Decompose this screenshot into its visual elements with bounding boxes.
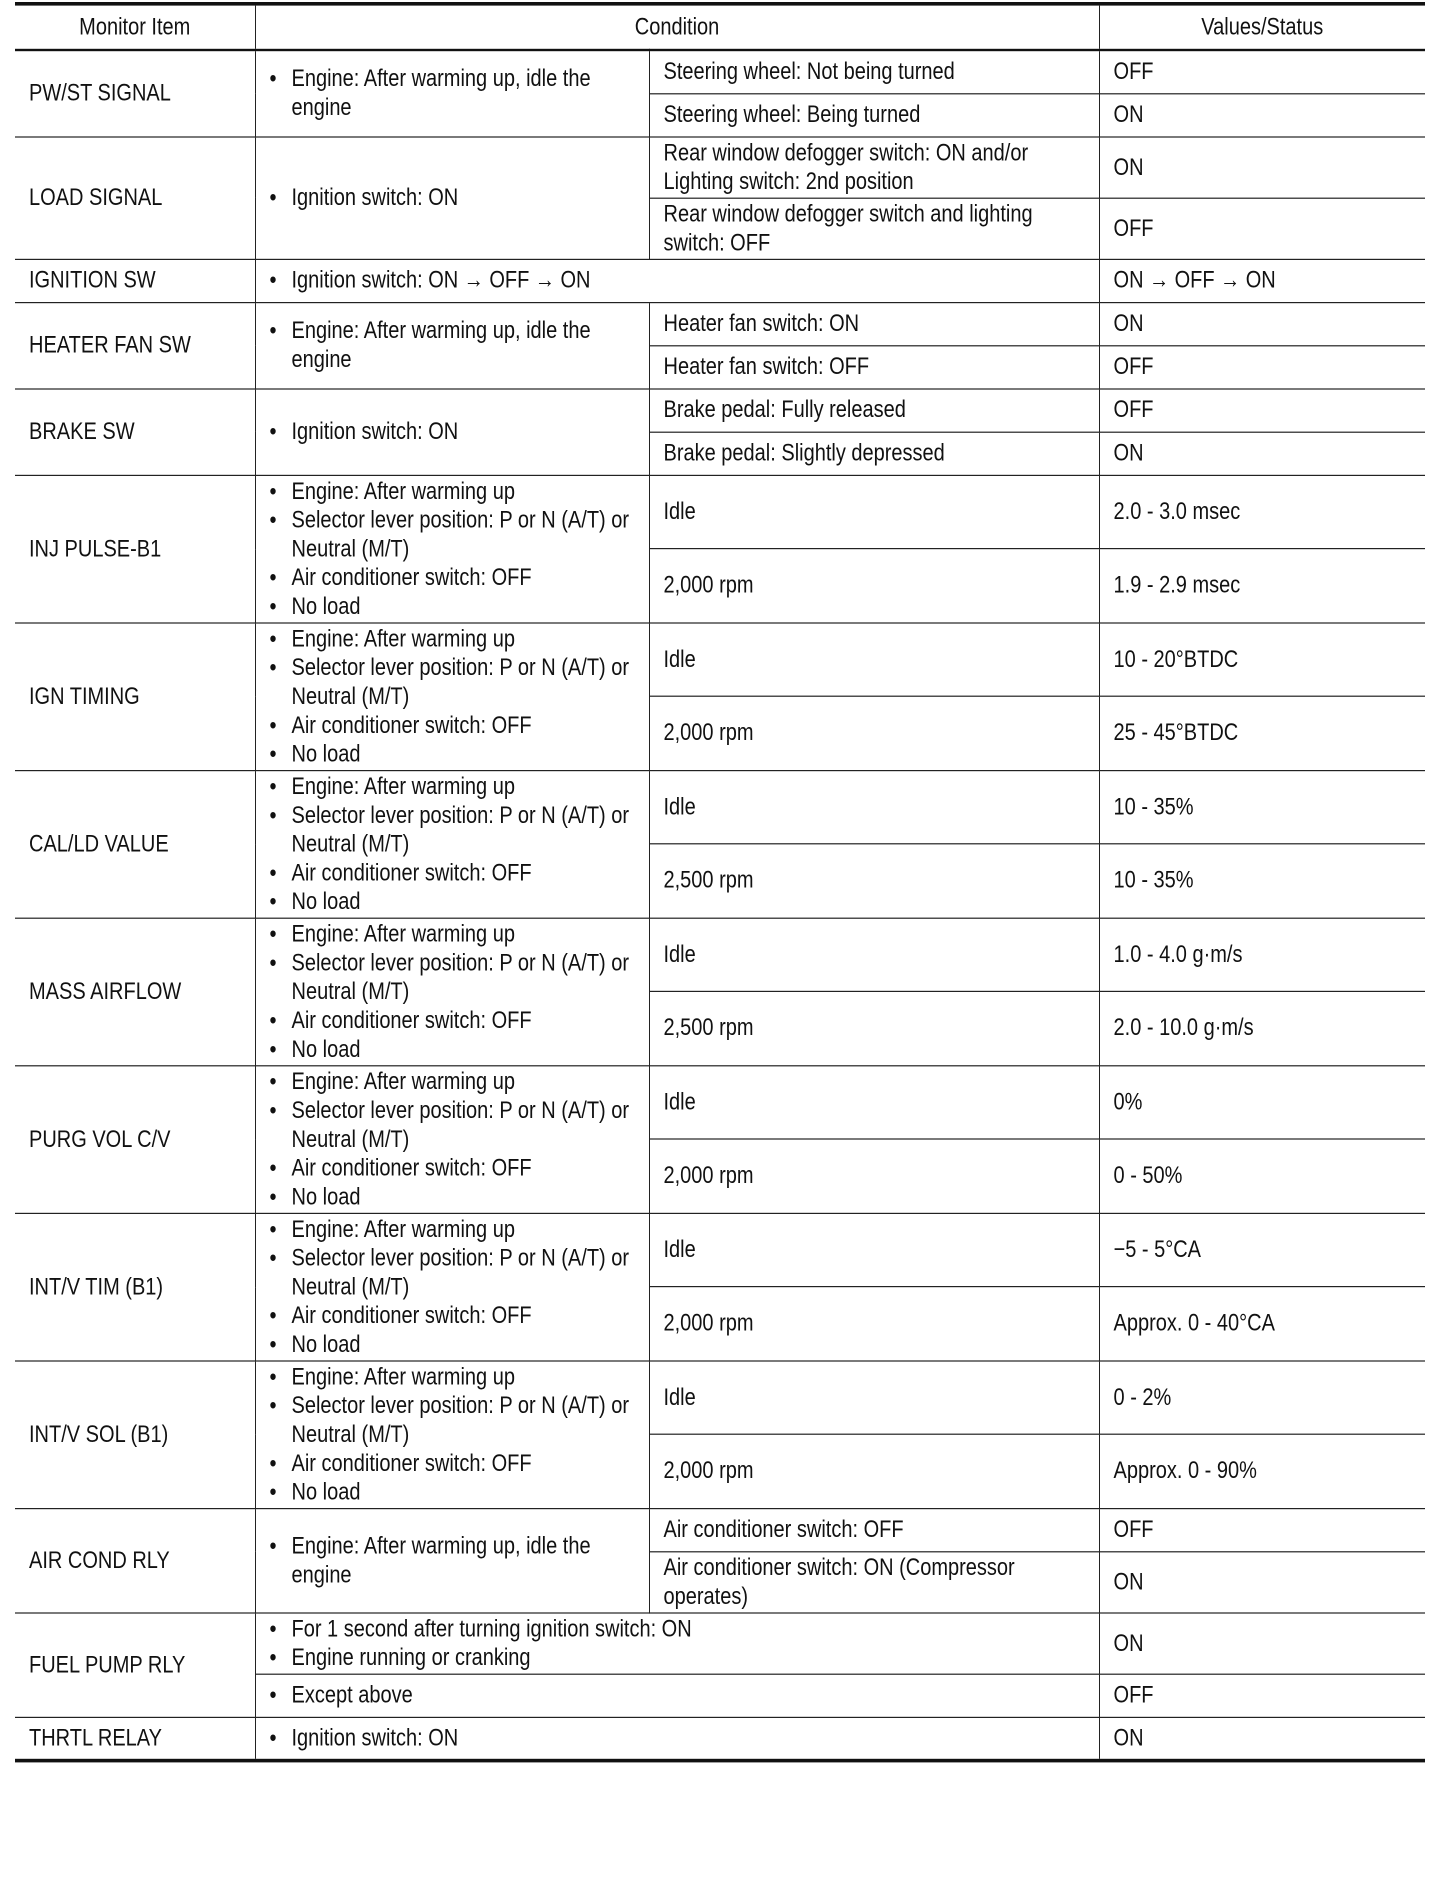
table-row <box>15 1065 1425 1139</box>
condition-bullet-list <box>270 183 635 212</box>
sub-condition-cell: Idle <box>649 770 1099 844</box>
table-row <box>15 1717 1425 1760</box>
condition-bullet-list <box>270 1067 635 1211</box>
condition-bullet-list <box>270 1215 635 1359</box>
sub-condition-cell: Brake pedal: Slightly depressed <box>649 432 1099 475</box>
header-row <box>15 4 1425 50</box>
monitor-item-cell: CAL/LD VALUE <box>15 770 255 918</box>
condition-bullet: • Selector lever position: P or N (A/T) or Neutral (M/T) <box>270 1243 635 1301</box>
condition-bullet: • Ignition switch: ON <box>270 1723 1085 1752</box>
value-cell: ON <box>1099 1612 1425 1673</box>
condition-bullet-list <box>270 417 635 446</box>
value-cell: 10 - 20°BTDC <box>1099 622 1425 696</box>
condition-bullet: • Selector lever position: P or N (A/T) or Neutral (M/T) <box>270 948 635 1006</box>
condition-cell <box>255 1717 1099 1760</box>
condition-cell <box>255 622 649 770</box>
sub-condition-cell: 2,000 rpm <box>649 696 1099 770</box>
condition-bullet: • Selector lever position: P or N (A/T) or Neutral (M/T) <box>270 1096 635 1154</box>
condition-bullet: • Engine: After warming up, idle the engine <box>270 316 635 374</box>
table-row <box>15 770 1425 844</box>
value-cell: 0% <box>1099 1065 1425 1139</box>
condition-bullet: • Engine: After warming up <box>270 772 635 801</box>
condition-bullet: • Engine: After warming up <box>270 624 635 653</box>
condition-bullet: • Engine: After warming up <box>270 1215 635 1244</box>
monitor-spec-table <box>15 2 1425 1762</box>
sub-condition-cell: Air conditioner switch: OFF <box>649 1508 1099 1551</box>
sub-condition-cell: Heater fan switch: ON <box>649 302 1099 345</box>
condition-bullet-list <box>270 477 635 621</box>
sub-condition-cell: Idle <box>649 475 1099 549</box>
table-header <box>15 4 1425 50</box>
condition-bullet: • Ignition switch: ON <box>270 417 635 446</box>
condition-bullet: • Except above <box>270 1681 1085 1710</box>
condition-cell <box>255 918 649 1066</box>
monitor-item-cell: HEATER FAN SW <box>15 302 255 388</box>
condition-bullet: • Engine: After warming up, idle the engine <box>270 65 635 123</box>
condition-bullet-list <box>270 772 635 916</box>
monitor-item-cell: IGN TIMING <box>15 622 255 770</box>
value-cell: OFF <box>1099 388 1425 431</box>
monitor-item-cell: MASS AIRFLOW <box>15 918 255 1066</box>
table-row <box>15 475 1425 549</box>
condition-bullet: • No load <box>270 1330 635 1359</box>
condition-bullet: • No load <box>270 1477 635 1506</box>
condition-bullet: • No load <box>270 739 635 768</box>
condition-bullet: • No load <box>270 887 635 916</box>
condition-bullet-list <box>270 1681 1085 1710</box>
table-row <box>15 1213 1425 1287</box>
condition-cell <box>255 136 649 258</box>
condition-bullet: • Ignition switch: ON → OFF → ON <box>270 266 1085 295</box>
value-cell: ON <box>1099 1717 1425 1760</box>
monitor-item-cell: LOAD SIGNAL <box>15 136 255 258</box>
value-cell: 10 - 35% <box>1099 844 1425 918</box>
value-cell: OFF <box>1099 198 1425 259</box>
sub-condition-cell: Heater fan switch: OFF <box>649 345 1099 388</box>
condition-bullet: • Engine: After warming up <box>270 477 635 506</box>
value-cell: 0 - 50% <box>1099 1139 1425 1213</box>
value-cell: 10 - 35% <box>1099 770 1425 844</box>
condition-bullet: • Engine: After warming up <box>270 1067 635 1096</box>
condition-bullet: • Ignition switch: ON <box>270 183 635 212</box>
condition-bullet-list <box>270 1531 635 1589</box>
monitor-item-cell: PW/ST SIGNAL <box>15 50 255 136</box>
monitor-item-cell: THRTL RELAY <box>15 1717 255 1760</box>
condition-bullet: • Selector lever position: P or N (A/T) or Neutral (M/T) <box>270 505 635 563</box>
condition-bullet-list <box>270 266 1085 295</box>
condition-bullet: • Engine: After warming up <box>270 919 635 948</box>
condition-bullet: • Air conditioner switch: OFF <box>270 858 635 887</box>
condition-bullet: • Air conditioner switch: OFF <box>270 1449 635 1478</box>
sub-condition-cell: Idle <box>649 1360 1099 1434</box>
table-row <box>15 1508 1425 1551</box>
condition-bullet-list <box>270 65 635 123</box>
sub-condition-cell: Steering wheel: Not being turned <box>649 50 1099 93</box>
condition-cell <box>255 770 649 918</box>
monitor-item-cell: INJ PULSE-B1 <box>15 475 255 623</box>
monitor-item-cell: FUEL PUMP RLY <box>15 1612 255 1716</box>
condition-bullet: • Engine: After warming up <box>270 1362 635 1391</box>
sub-condition-cell: Rear window defogger switch and lighting switch: OFF <box>649 198 1099 259</box>
value-cell: OFF <box>1099 50 1425 93</box>
condition-bullet: • Air conditioner switch: OFF <box>270 1301 635 1330</box>
value-cell: Approx. 0 - 40°CA <box>1099 1287 1425 1361</box>
monitor-item-cell: INT/V TIM (B1) <box>15 1213 255 1361</box>
condition-bullet: • Selector lever position: P or N (A/T) or Neutral (M/T) <box>270 801 635 859</box>
sub-condition-cell: 2,000 rpm <box>649 1287 1099 1361</box>
value-cell: OFF <box>1099 1508 1425 1551</box>
condition-bullet: • Air conditioner switch: OFF <box>270 563 635 592</box>
condition-bullet: • Selector lever position: P or N (A/T) or Neutral (M/T) <box>270 1391 635 1449</box>
value-cell: ON → OFF → ON <box>1099 259 1425 302</box>
sub-condition-cell: Brake pedal: Fully released <box>649 388 1099 431</box>
condition-bullet-list <box>270 1614 1085 1672</box>
header-values-status: Values/Status <box>1099 4 1425 50</box>
monitor-item-cell: AIR COND RLY <box>15 1508 255 1612</box>
value-cell: OFF <box>1099 345 1425 388</box>
table-body <box>15 50 1425 1760</box>
condition-cell <box>255 1065 649 1213</box>
value-cell: 2.0 - 10.0 g·m/s <box>1099 991 1425 1065</box>
condition-cell <box>255 1674 1099 1717</box>
value-cell: ON <box>1099 93 1425 136</box>
condition-bullet: • No load <box>270 1035 635 1064</box>
condition-bullet: • No load <box>270 1182 635 1211</box>
sub-condition-cell: Idle <box>649 1065 1099 1139</box>
condition-bullet: • Engine: After warming up, idle the engine <box>270 1531 635 1589</box>
monitor-item-cell: BRAKE SW <box>15 388 255 474</box>
sub-condition-cell: Rear window defogger switch: ON and/or Lighting switch: 2nd position <box>649 136 1099 197</box>
value-cell: −5 - 5°CA <box>1099 1213 1425 1287</box>
condition-bullet: • Air conditioner switch: OFF <box>270 1153 635 1182</box>
sub-condition-cell: 2,500 rpm <box>649 991 1099 1065</box>
sub-condition-cell: Idle <box>649 622 1099 696</box>
value-cell: 1.0 - 4.0 g·m/s <box>1099 918 1425 992</box>
condition-cell <box>255 1360 649 1508</box>
value-cell: 1.9 - 2.9 msec <box>1099 549 1425 623</box>
value-cell: OFF <box>1099 1674 1425 1717</box>
condition-cell <box>255 302 649 388</box>
condition-bullet: • No load <box>270 592 635 621</box>
condition-bullet-list <box>270 1362 635 1506</box>
header-monitor-item: Monitor Item <box>15 4 255 50</box>
condition-cell <box>255 388 649 474</box>
condition-cell <box>255 1213 649 1361</box>
condition-bullet: • For 1 second after turning ignition switch: ON <box>270 1614 1085 1643</box>
value-cell: ON <box>1099 432 1425 475</box>
monitor-item-cell: INT/V SOL (B1) <box>15 1360 255 1508</box>
monitor-item-cell: PURG VOL C/V <box>15 1065 255 1213</box>
condition-bullet-list <box>270 316 635 374</box>
table-row <box>15 136 1425 197</box>
condition-bullet: • Air conditioner switch: OFF <box>270 1006 635 1035</box>
sub-condition-cell: 2,000 rpm <box>649 1139 1099 1213</box>
condition-cell <box>255 259 1099 302</box>
sub-condition-cell: 2,500 rpm <box>649 844 1099 918</box>
value-cell: 0 - 2% <box>1099 1360 1425 1434</box>
table-row <box>15 1360 1425 1434</box>
table-row <box>15 918 1425 992</box>
condition-cell <box>255 475 649 623</box>
value-cell: ON <box>1099 1551 1425 1612</box>
sub-condition-cell: Steering wheel: Being turned <box>649 93 1099 136</box>
condition-bullet-list <box>270 624 635 768</box>
monitor-item-cell: IGNITION SW <box>15 259 255 302</box>
condition-bullet: • Selector lever position: P or N (A/T) or Neutral (M/T) <box>270 653 635 711</box>
value-cell: ON <box>1099 136 1425 197</box>
header-condition: Condition <box>255 4 1099 50</box>
value-cell: 2.0 - 3.0 msec <box>1099 475 1425 549</box>
table-row <box>15 259 1425 302</box>
sub-condition-cell: 2,000 rpm <box>649 1434 1099 1508</box>
condition-cell <box>255 50 649 136</box>
sub-condition-cell: 2,000 rpm <box>649 549 1099 623</box>
condition-bullet-list <box>270 1723 1085 1752</box>
condition-cell <box>255 1612 1099 1673</box>
table-row <box>15 1612 1425 1673</box>
value-cell: ON <box>1099 302 1425 345</box>
monitor-spec-table-wrapper <box>15 2 1425 1762</box>
condition-bullet: • Air conditioner switch: OFF <box>270 711 635 740</box>
table-row <box>15 388 1425 431</box>
table-row <box>15 50 1425 93</box>
condition-cell <box>255 1508 649 1612</box>
sub-condition-cell: Idle <box>649 1213 1099 1287</box>
sub-condition-cell: Air conditioner switch: ON (Compressor operates) <box>649 1551 1099 1612</box>
table-row <box>15 302 1425 345</box>
sub-condition-cell: Idle <box>649 918 1099 992</box>
value-cell: Approx. 0 - 90% <box>1099 1434 1425 1508</box>
value-cell: 25 - 45°BTDC <box>1099 696 1425 770</box>
condition-bullet: • Engine running or cranking <box>270 1643 1085 1672</box>
condition-bullet-list <box>270 919 635 1063</box>
table-row <box>15 622 1425 696</box>
